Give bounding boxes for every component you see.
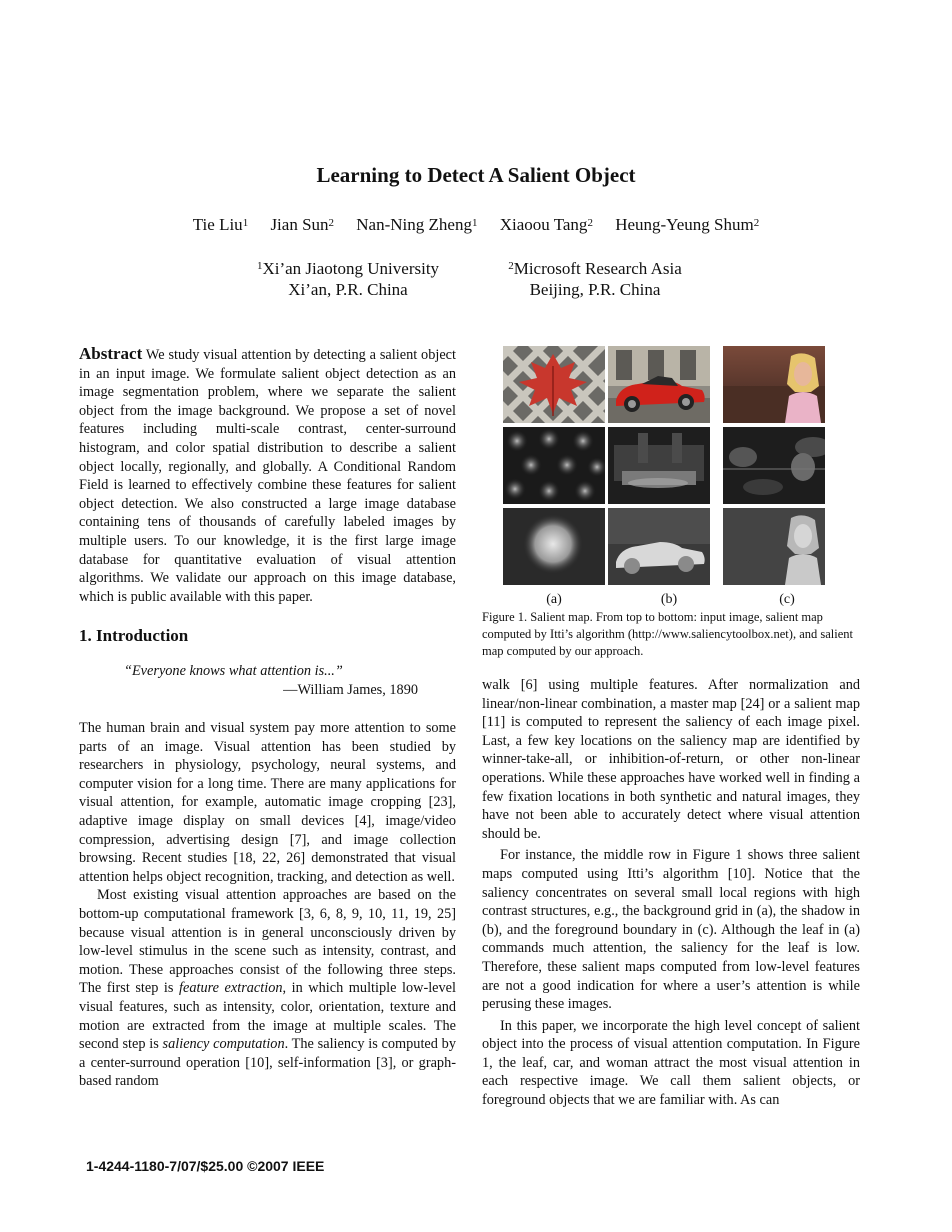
affiliation-2: $^2$Microsoft Research Asia Beijing, P.R. China xyxy=(508,259,682,299)
right-column-body xyxy=(482,676,860,1110)
epigraph xyxy=(124,662,418,700)
our-map-c xyxy=(723,508,825,585)
sub-label-c: (c) xyxy=(779,592,795,607)
input-image-woman xyxy=(723,346,825,423)
paragraph: Most existing visual attention approaches are based on the bottom-up computational framework [3, 6, 8, 9, 10, 11, 19, 25] because visual attention is in general unconsciously driven by low-level stimulus in the scene such as intensity, contrast, and motion. These approaches consist of the following three steps. The first step is feature extraction, in which multiple low-level visual features, such as intensity, color, orientation, texture and motion are extracted from the image at multiple scales. The second step is saliency computation. The saliency is computed by a center-surround operation [10], self-information [3], or graph-based random xyxy=(79,887,456,1090)
author: Jian Sun$^2$ xyxy=(270,215,335,234)
paper-title: Learning to Detect A Salient Object xyxy=(316,163,636,187)
copyright-footer: 1-4244-1180-7/07/$25.00 ©2007 IEEE xyxy=(86,1158,325,1174)
epigraph-quote: “Everyone knows what attention is...” xyxy=(124,663,343,679)
paragraph: For instance, the middle row in Figure 1 shows three salient maps computed using Itti’s algorithm [10]. Notice that the saliency concentrates on several small local regions with high contrast structures, e.g., the background grid in (a), the shadow in (b), and the foreground boundary in (c). Although the leaf in (a) commands much attention, the saliency for the leaf is low. Therefore, these salient maps computed from low-level features are not a good indication for where a user’s attention is while perusing these images. xyxy=(482,847,860,1013)
sub-label-a: (a) xyxy=(546,592,562,607)
intro-body xyxy=(79,719,456,1091)
author: Nan-Ning Zheng$^1$ xyxy=(356,215,478,234)
epigraph-attribution: —William James, 1890 xyxy=(283,682,418,698)
abstract xyxy=(79,345,456,606)
author-list xyxy=(0,214,952,236)
author: Heung-Yeung Shum$^2$ xyxy=(615,215,760,234)
sub-label-b: (b) xyxy=(660,592,678,607)
figure-caption: Figure 1. Salient map. From top to bottom: input image, salient map computed by Itti’s algorithm (http://www.saliencytoolbox.net), and salient map computed by our approach. xyxy=(482,610,853,658)
author: Xiaoou Tang$^2$ xyxy=(499,215,593,234)
figure-sub-labels xyxy=(503,592,841,610)
author: Tie Liu$^1$ xyxy=(192,215,249,234)
paragraph: walk [6] using multiple features. After normalization and linear/non-linear combination, a master map [24] or a salient map [11] is computed to represent the saliency of each image pixel. Last, a few key locations on the saliency map are identified by winner-take-all, or inhibition-of-return, or other non-linear operations. While these approaches have worked well in finding a few fixation locations in both synthetic and natural images, they have not been able to accurately detect where visual attention should be. xyxy=(482,677,860,842)
our-map-a xyxy=(503,508,605,585)
abstract-text: We study visual attention by detecting a salient object in an input image. We formulate salient object detection as an image segmentation problem, where we separate the salient object from the image background. We propose a set of novel features including multi-scale contrast, center-surround histogram, and color spatial distribution to describe a salient object locally, regionally, and globally. A Conditional Random Field is learned to effectively combine these features for salient object detection. We also constructed a large image database containing tens of thousands of carefully labeled images by multiple users. To our knowledge, it is the first large image database for quantitative evaluation of visual attention algorithms. We validate our approach on this image database, which is public available with this paper. xyxy=(79,347,456,605)
section-heading: 1. Introduction xyxy=(79,626,189,645)
figure-1-grid xyxy=(503,346,841,585)
abstract-label: Abstract xyxy=(79,344,143,363)
our-map-b xyxy=(608,508,710,585)
itti-map-a xyxy=(503,427,605,504)
itti-map-b xyxy=(608,427,710,504)
affiliation-1: $^1$Xi’an Jiaotong University Xi’an, P.R. China xyxy=(256,259,440,299)
input-image-leaf xyxy=(503,346,605,423)
input-image-car xyxy=(608,346,710,423)
itti-map-c xyxy=(723,427,825,504)
paragraph: The human brain and visual system pay more attention to some parts of an image. Visual attention has been studied by researchers in physiology, psychology, neural systems, and computer vision for a long time. There are many applications for visual attention, for example, automatic image cropping [23], adaptive image display on small devices [4], image/video compression, advertising design [7], and image collection browsing. Recent studies [18, 22, 26] demonstrated that visual attention helps object recognition, tracking, and detection as well. xyxy=(79,720,456,885)
paragraph: In this paper, we incorporate the high level concept of salient object into the process of visual attention computation. In Figure 1, the leaf, car, and woman attract the most visual attention in each respective image. We call them salient objects, or foreground objects that we are familiar with. As can xyxy=(482,1017,860,1109)
